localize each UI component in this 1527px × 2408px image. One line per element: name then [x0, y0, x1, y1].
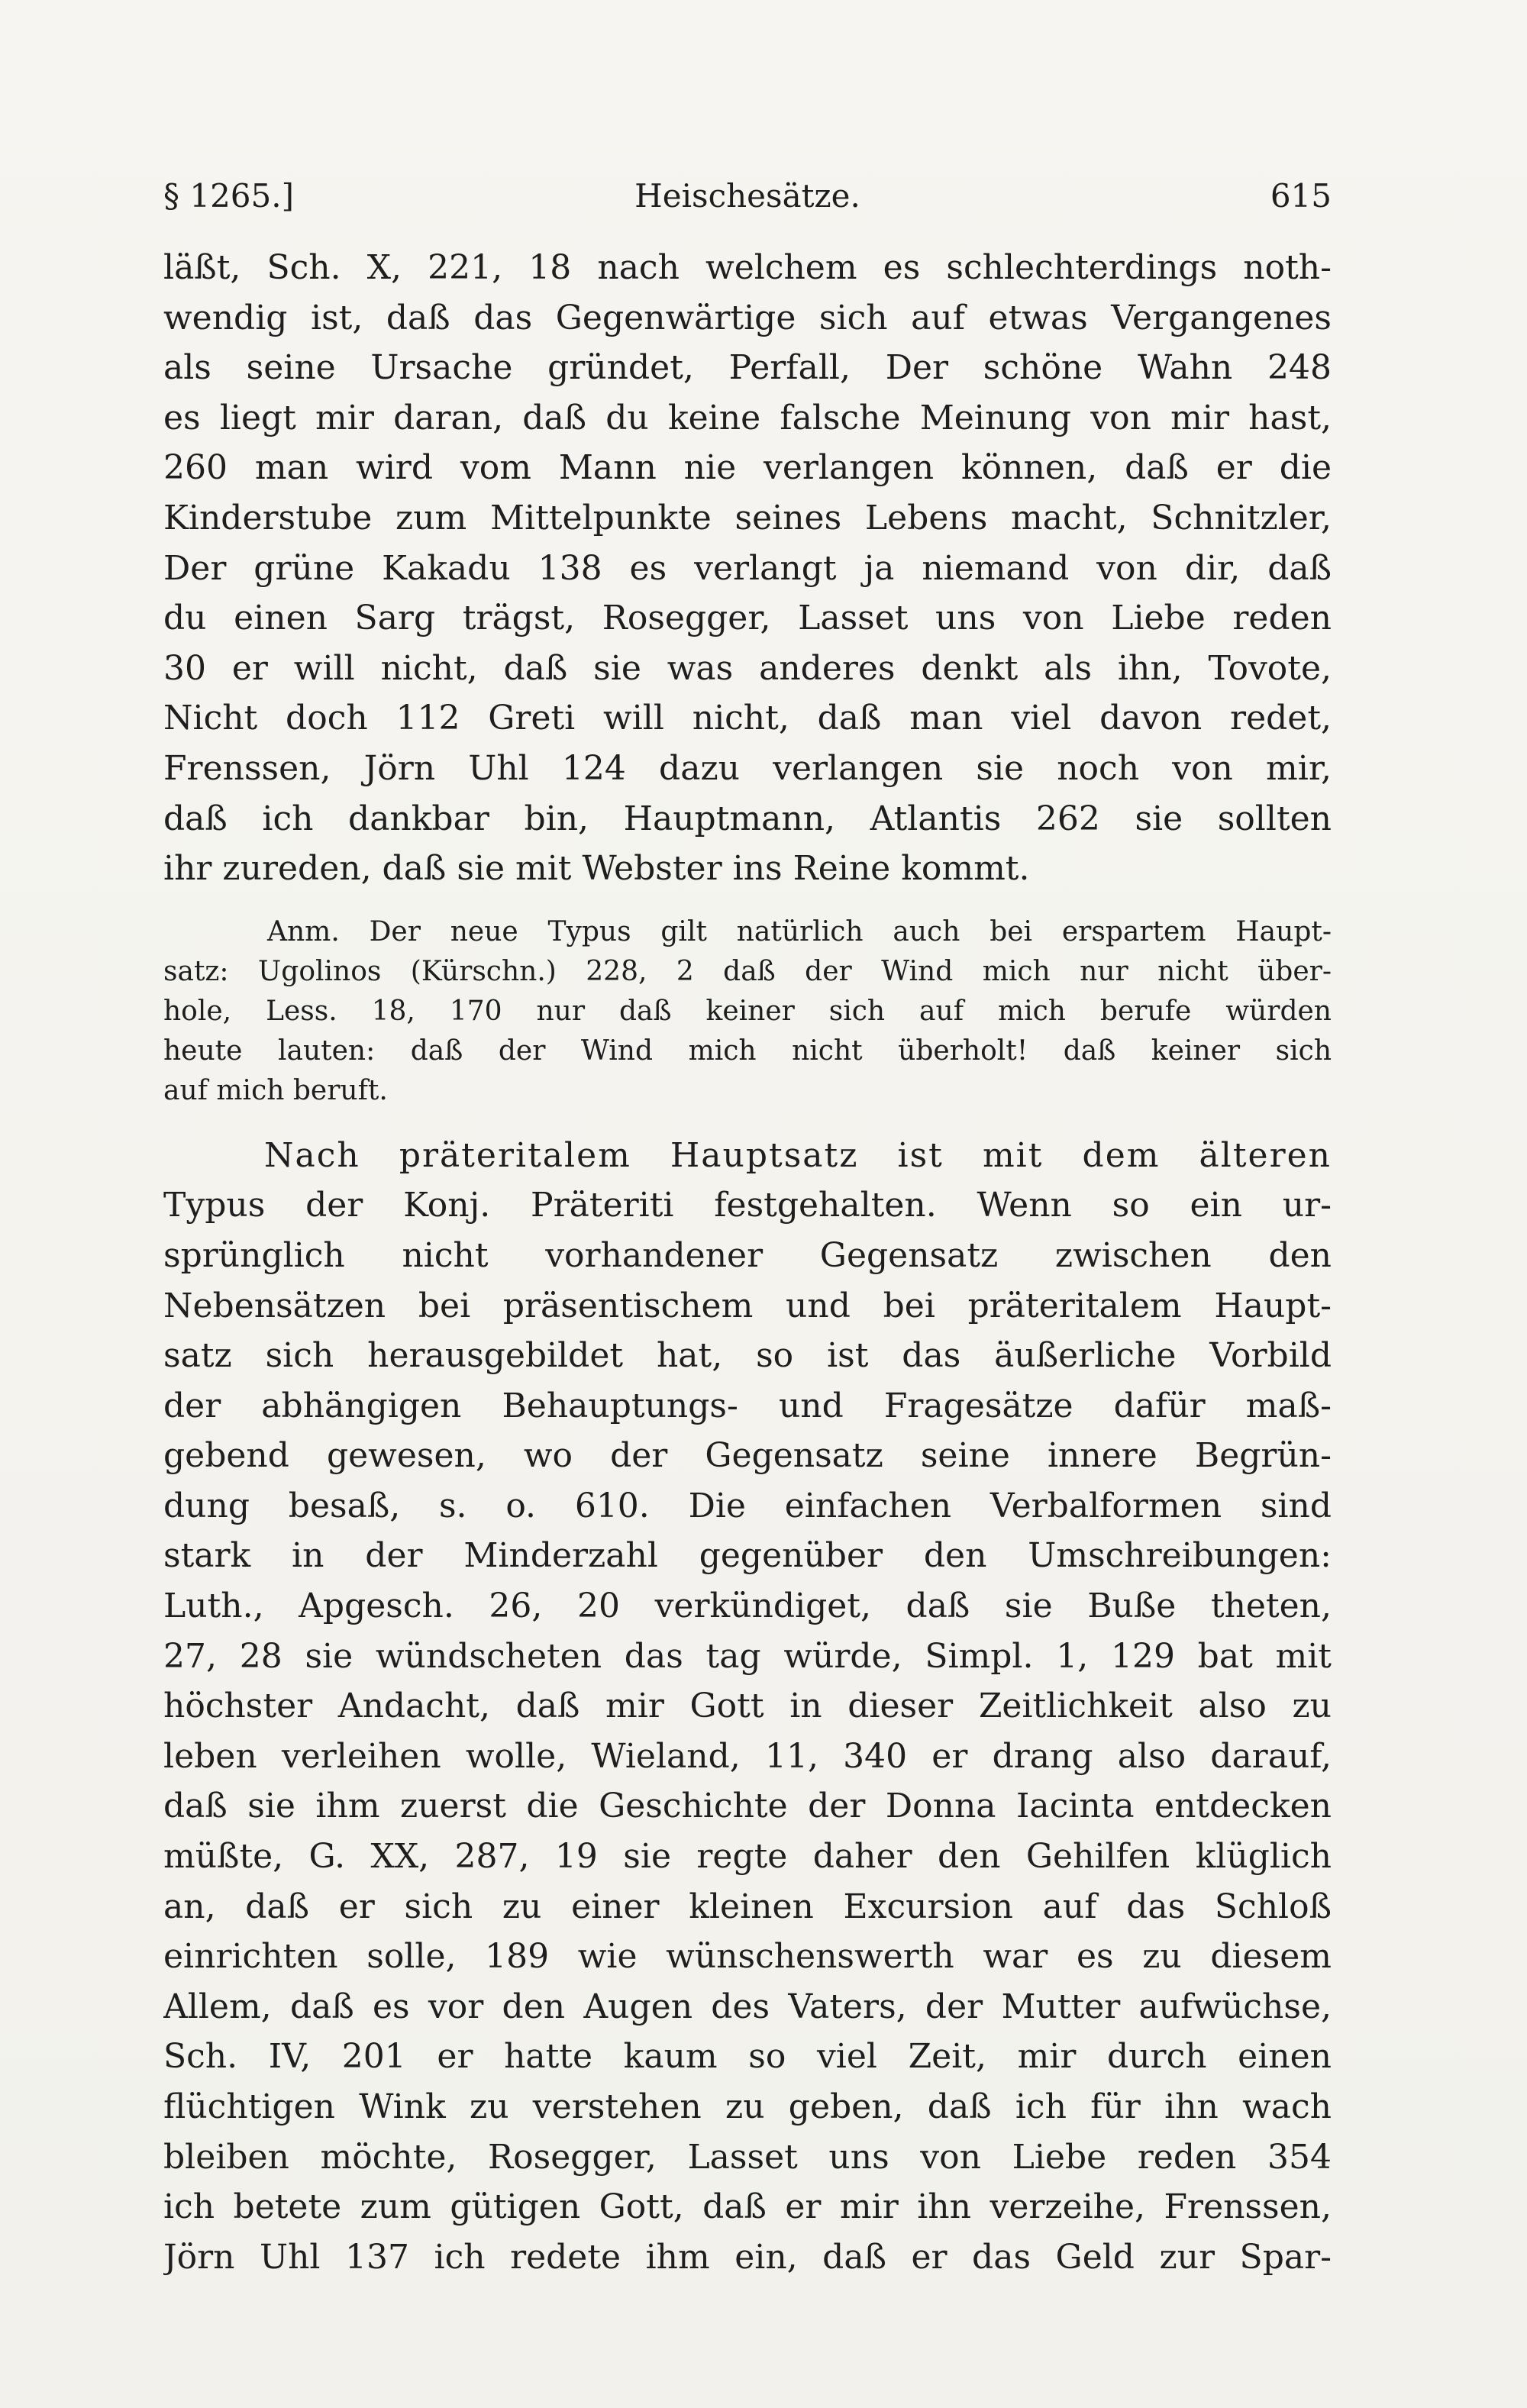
text-line: Nach präteritalem Hauptsatz ist mit dem älteren	[264, 1135, 1332, 1175]
text-line: Allem, daß es vor den Augen des Vaters, der Mutter aufwüchse,	[163, 1987, 1332, 2026]
running-header	[163, 169, 1332, 223]
text-line: daß sie ihm zuerst die Geschichte der Donna Iacinta entdecken	[163, 1787, 1332, 1826]
text-line: 260 man wird vom Mann nie verlangen können, daß er die	[163, 448, 1332, 488]
section-reference: § 1265.]	[163, 177, 294, 215]
text-line: du einen Sarg trägst, Rosegger, Lasset uns von Liebe reden	[163, 599, 1332, 638]
text-line: als seine Ursache gründet, Perfall, Der schöne Wahn 248	[163, 348, 1332, 388]
text-line: flüchtigen Wink zu verstehen zu geben, daß ich für ihn wach	[163, 2087, 1332, 2126]
text-line: Der grüne Kakadu 138 es verlangt ja niemand von dir, daß	[163, 548, 1332, 588]
annotation	[163, 912, 1332, 1111]
text-line: an, daß er sich zu einer kleinen Excursion auf das Schloß	[163, 1887, 1332, 1926]
text-line: Sch. IV, 201 er hatte kaum so viel Zeit, mir durch einen	[163, 2037, 1332, 2077]
note-line: satz: Ugolinos (Kürschn.) 228, 2 daß der Wind mich nur nicht über-	[163, 955, 1332, 987]
text-line: läßt, Sch. X, 221, 18 nach welchem es schlechterdings noth-	[163, 248, 1332, 287]
note-line: heute lauten: daß der Wind mich nicht überholt! daß keiner sich	[163, 1035, 1332, 1067]
text-line: leben verleihen wolle, Wieland, 11, 340 er drang also darauf,	[163, 1736, 1332, 1776]
text-line: 27, 28 sie wündscheten das tag würde, Simpl. 1, 129 bat mit	[163, 1636, 1332, 1676]
text-line: Typus der Konj. Präteriti festgehalten. Wenn so ein ur-	[163, 1186, 1332, 1225]
text-line: bleiben möchte, Rosegger, Lasset uns von Liebe reden 354	[163, 2137, 1332, 2177]
page-number: 615	[1270, 177, 1332, 215]
text-line: Frenssen, Jörn Uhl 124 dazu verlangen sie noch von mir,	[163, 748, 1332, 788]
text-line: der abhängigen Behauptungs- und Fragesätze dafür maß-	[163, 1386, 1332, 1425]
text-line: es liegt mir daran, daß du keine falsche Meinung von mir hast,	[163, 398, 1332, 437]
header-title: Heischesätze.	[634, 177, 860, 215]
text-line: Nicht doch 112 Greti will nicht, daß man viel davon redet,	[163, 699, 1332, 738]
note-line: auf mich beruft.	[163, 1074, 388, 1106]
text-line: stark in der Minderzahl gegenüber den Umschreibungen:	[163, 1536, 1332, 1576]
text-line: ich betete zum gütigen Gott, daß er mir ihn verzeihe, Frenssen,	[163, 2187, 1332, 2227]
text-line: wendig ist, daß das Gegenwärtige sich auf etwas Vergangenes	[163, 298, 1332, 337]
text-line: satz sich herausgebildet hat, so ist das äußerliche Vorbild	[163, 1336, 1332, 1376]
text-line: höchster Andacht, daß mir Gott in dieser Zeitlichkeit also zu	[163, 1687, 1332, 1726]
text-line: Nebensätzen bei präsentischem und bei präteritalem Haupt-	[163, 1286, 1332, 1325]
text-line: Kinderstube zum Mittelpunkte seines Lebens macht, Schnitzler,	[163, 498, 1332, 537]
text-line: Jörn Uhl 137 ich redete ihm ein, daß er das Geld zur Spar-	[163, 2237, 1332, 2277]
text-line: 30 er will nicht, daß sie was anderes denkt als ihn, Tovote,	[163, 648, 1332, 688]
text-line: ihr zureden, daß sie mit Webster ins Reine kommt.	[163, 849, 1030, 889]
text-line: einrichten solle, 189 wie wünschenswerth war es zu diesem	[163, 1937, 1332, 1977]
text-line: gebend gewesen, wo der Gegensatz seine innere Begrün-	[163, 1436, 1332, 1476]
note-line: Anm. Der neue Typus gilt natürlich auch bei erspartem Haupt-	[267, 915, 1332, 947]
text-line: sprünglich nicht vorhandener Gegensatz zwischen den	[163, 1235, 1332, 1275]
text-line: müßte, G. XX, 287, 19 sie regte daher den Gehilfen klüglich	[163, 1837, 1332, 1877]
main-text	[163, 243, 1332, 2282]
note-line: hole, Less. 18, 170 nur daß keiner sich auf mich berufe würden	[163, 995, 1332, 1027]
text-line: Luth., Apgesch. 26, 20 verkündiget, daß sie Buße theten,	[163, 1587, 1332, 1626]
text-line: daß ich dankbar bin, Hauptmann, Atlantis 262 sie sollten	[163, 799, 1332, 838]
text-line: dung besaß, s. o. 610. Die einfachen Verbalformen sind	[163, 1486, 1332, 1525]
